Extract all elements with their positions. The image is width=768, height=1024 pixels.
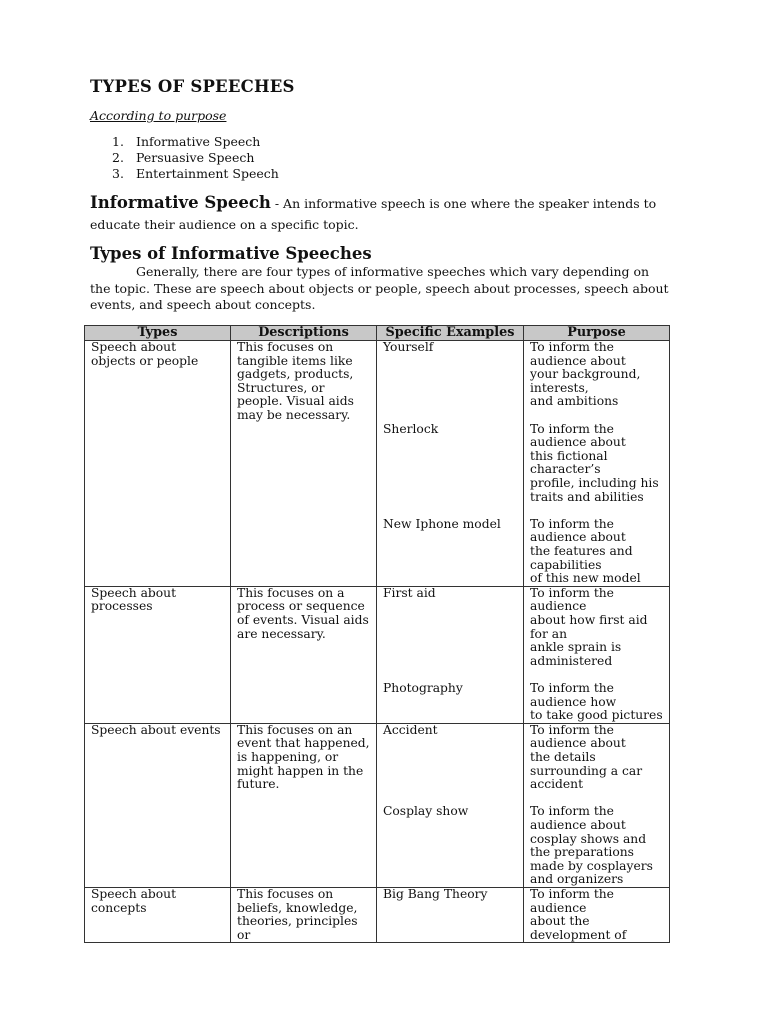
cell-purpose [524, 723, 670, 887]
cell-purpose [524, 586, 670, 723]
purpose-line: profile, including his [530, 475, 659, 490]
intro-paragraph: Generally, there are four types of informative speeches which vary depending on the topic. These are speech about objects or people, speech about processes, speech about events, and speech about concepts. [90, 264, 669, 312]
purpose-line: of this new model [530, 571, 641, 586]
cell-purpose [524, 887, 670, 942]
purpose-line: about the [530, 914, 590, 929]
purpose-line: the preparations [530, 845, 634, 860]
purpose-line: audience [530, 599, 587, 614]
cell-type: Speech about events [85, 723, 231, 887]
purpose-spacer [530, 668, 663, 682]
purpose-line: your background, [530, 367, 641, 382]
purpose-line: audience [530, 900, 587, 915]
informative-definition-paragraph [90, 192, 670, 235]
purpose-line: audience about [530, 736, 626, 751]
purpose-line: capabilities [530, 557, 602, 572]
purpose-line: audience about [530, 353, 626, 368]
purpose-line: To inform the [530, 886, 614, 901]
table-row [85, 586, 670, 723]
purpose-line: cosplay shows and [530, 831, 647, 846]
example-spacer [383, 668, 517, 682]
purpose-line: To inform the [530, 585, 614, 600]
example-name: Yourself [383, 340, 434, 354]
purpose-spacer [530, 504, 663, 518]
informative-definition: - An informative speech is one where the speaker intends to educate their audience on a specific topic. [90, 196, 657, 232]
purpose-line: To inform the [530, 804, 614, 819]
cell-examples [377, 887, 524, 942]
example-name: Sherlock [383, 421, 439, 436]
purpose-spacer [530, 409, 663, 423]
table-header-row [85, 326, 670, 341]
purpose-line: audience about [530, 435, 626, 450]
column-header-purpose: Purpose [524, 326, 670, 341]
example-spacer [383, 409, 517, 423]
cell-examples [377, 586, 524, 723]
example-name: Big Bang Theory [383, 886, 488, 901]
example-name: First aid [383, 585, 436, 600]
purpose-line: ankle sprain is [530, 640, 622, 655]
purpose-spacer [530, 792, 663, 806]
table-header [85, 326, 670, 341]
purpose-line: made by cosplayers [530, 858, 653, 873]
list-item-label: Entertainment Speech [136, 166, 279, 181]
column-header-descriptions: Descriptions [231, 326, 377, 341]
purpose-line: To inform the [530, 722, 614, 737]
purpose-list [112, 134, 279, 182]
cell-type: Speech about concepts [85, 887, 231, 942]
list-item-label: Informative Speech [136, 134, 261, 149]
purpose-line: and organizers [530, 872, 624, 887]
purpose-line: development of [530, 927, 627, 942]
table-body [85, 341, 670, 943]
purpose-line: To inform the [530, 680, 614, 695]
purpose-line: To inform the [530, 340, 614, 354]
purpose-line: about how first aid [530, 612, 648, 627]
cell-examples [377, 341, 524, 587]
column-header-types: Types [85, 326, 231, 341]
example-name: New Iphone model [383, 516, 501, 531]
informative-heading: Informative Speech [90, 193, 271, 212]
cell-type: Speech about processes [85, 586, 231, 723]
list-item [112, 150, 279, 166]
cell-description: This focuses on beliefs, knowledge, theories, principles or [231, 887, 377, 942]
cell-description: This focuses on tangible items like gadgets, products, Structures, or people. Visual aids may be necessary. [231, 341, 377, 587]
purpose-line: and ambitions [530, 394, 619, 409]
cell-purpose [524, 341, 670, 587]
purpose-line: the details [530, 749, 596, 764]
column-header-examples: Specific Examples [377, 326, 524, 341]
purpose-line: surrounding a car [530, 763, 643, 778]
list-item [112, 166, 279, 182]
purpose-line: traits and abilities [530, 489, 644, 504]
purpose-line: the features and [530, 543, 633, 558]
types-heading: Types of Informative Speeches [90, 244, 372, 263]
example-spacer [383, 792, 517, 806]
purpose-line: accident [530, 777, 584, 792]
purpose-line: To inform the [530, 516, 614, 531]
purpose-line: audience about [530, 817, 626, 832]
purpose-line: this fictional [530, 448, 608, 463]
list-item [112, 134, 279, 150]
table-row [85, 887, 670, 942]
purpose-line: audience how [530, 694, 617, 709]
cell-description: This focuses on an event that happened, is happening, or might happen in the future. [231, 723, 377, 887]
table-row [85, 723, 670, 887]
purpose-line: To inform the [530, 421, 614, 436]
section-subtitle: According to purpose [90, 108, 227, 123]
purpose-line: character’s [530, 462, 601, 477]
purpose-line: for an [530, 626, 567, 641]
page-title: TYPES OF SPEECHES [90, 77, 295, 96]
list-item-label: Persuasive Speech [136, 150, 255, 165]
example-name: Photography [383, 680, 463, 695]
purpose-line: audience about [530, 530, 626, 545]
list-item-number: 2. [112, 150, 124, 165]
purpose-line: interests, [530, 380, 589, 395]
cell-description: This focuses on a process or sequence of events. Visual aids are necessary. [231, 586, 377, 723]
purpose-line: to take good pictures [530, 708, 663, 723]
example-name: Accident [383, 722, 438, 737]
purpose-line: administered [530, 653, 613, 668]
example-spacer [383, 504, 517, 518]
table-row [85, 341, 670, 587]
cell-examples [377, 723, 524, 887]
list-item-number: 3. [112, 166, 124, 181]
cell-type: Speech about objects or people [85, 341, 231, 587]
list-item-number: 1. [112, 134, 124, 149]
speech-types-table [84, 325, 670, 943]
example-name: Cosplay show [383, 804, 469, 819]
